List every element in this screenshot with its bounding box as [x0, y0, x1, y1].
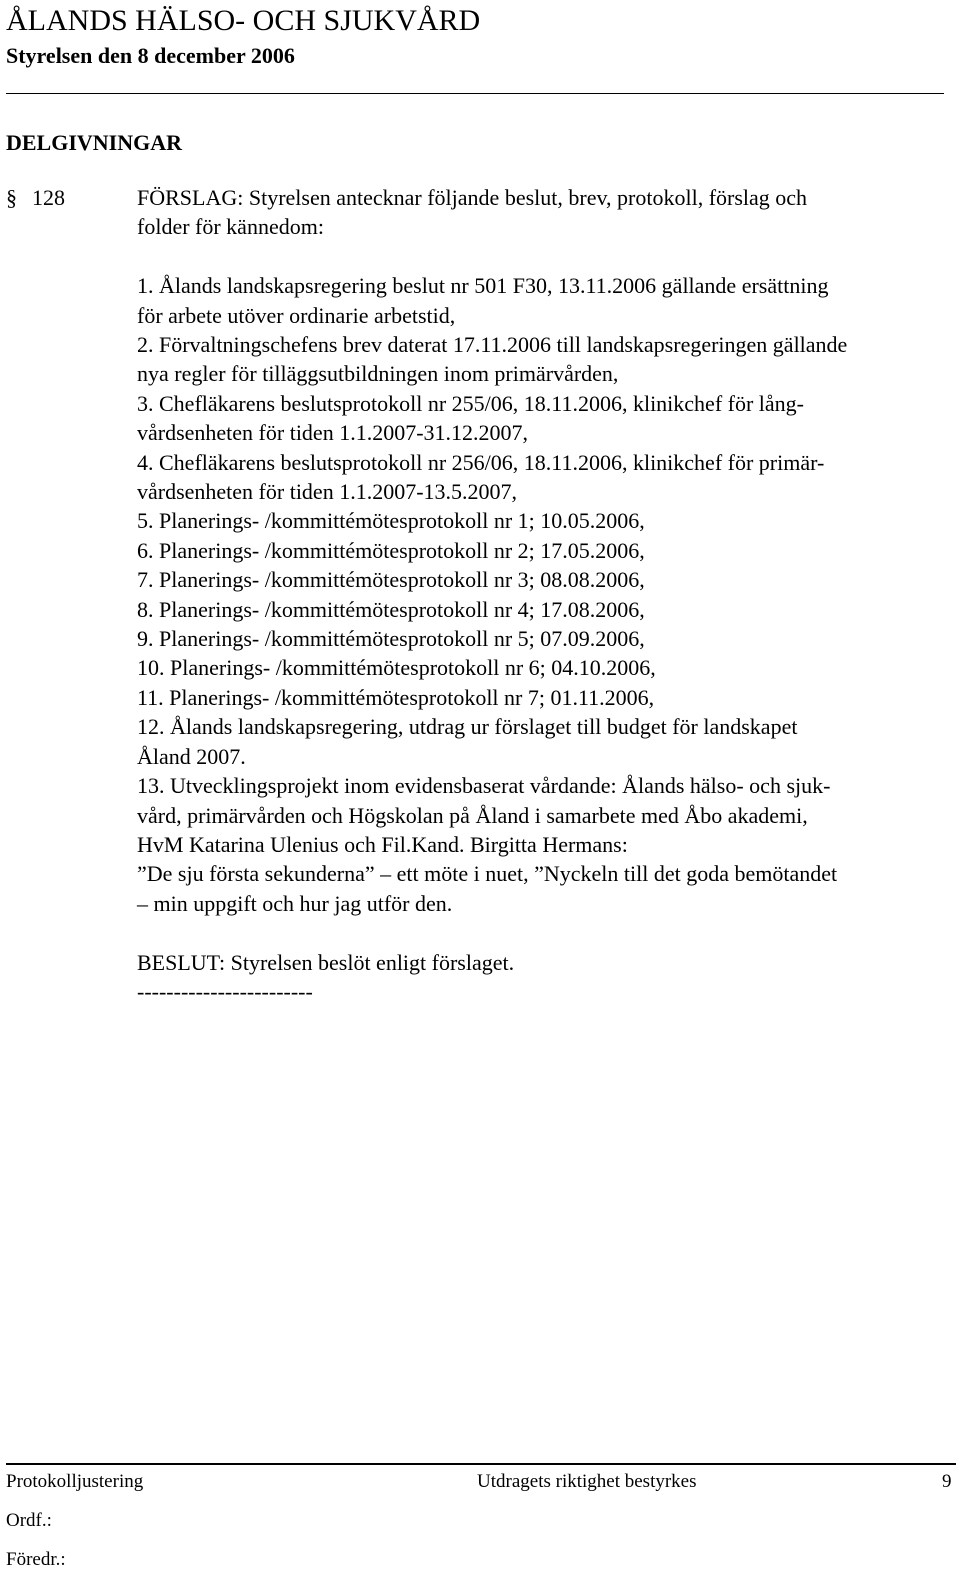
list-line: 7. Planerings- /kommittémötesprotokoll nr 3; 08.08.2006,	[137, 567, 645, 593]
list-line: 13. Utvecklingsprojekt inom evidensbaserat vårdande: Ålands hälso- och sjuk-	[137, 773, 831, 799]
footer-chair-label: Ordf.:	[6, 1510, 52, 1531]
list-line: 2. Förvaltningschefens brev daterat 17.11.2006 till landskapsregeringen gällande	[137, 332, 848, 358]
proposal-line: folder för kännedom:	[137, 214, 324, 240]
footer-certification: Utdragets riktighet bestyrkes	[477, 1471, 697, 1492]
section-title: DELGIVNINGAR	[6, 130, 183, 155]
list-line: 1. Ålands landskapsregering beslut nr 501 F30, 13.11.2006 gällande ersättning	[137, 273, 829, 299]
organization-title: ÅLANDS HÄLSO- OCH SJUKVÅRD	[6, 4, 481, 37]
paragraph-sign: §	[6, 185, 17, 210]
list-line: ”De sju första sekunderna” – ett möte i nuet, ”Nyckeln till det goda bemötandet	[137, 861, 838, 887]
list-line: 11. Planerings- /kommittémötesprotokoll nr 7; 01.11.2006,	[137, 684, 655, 710]
list-line: nya regler för tilläggsutbildningen inom primärvården,	[137, 361, 619, 387]
list-line: 12. Ålands landskapsregering, utdrag ur förslaget till budget för landskapet	[137, 714, 798, 740]
list-line: 4. Chefläkarens beslutsprotokoll nr 256/06, 18.11.2006, klinikchef för primär-	[137, 449, 825, 475]
proposal-line: FÖRSLAG: Styrelsen antecknar följande beslut, brev, protokoll, förslag och	[137, 185, 808, 210]
decision	[137, 948, 937, 1007]
decision-text: BESLUT: Styrelsen beslöt enligt förslaget.	[137, 949, 515, 975]
footer-minutes-check: Protokolljustering	[6, 1471, 144, 1492]
list-line: 9. Planerings- /kommittémötesprotokoll nr 5; 07.09.2006,	[137, 626, 645, 652]
page-number: 9	[942, 1471, 952, 1492]
meeting-date: Styrelsen den 8 december 2006	[6, 43, 295, 68]
list-line: – min uppgift och hur jag utför den.	[137, 890, 453, 916]
list-line: 10. Planerings- /kommittémötesprotokoll nr 6; 04.10.2006,	[137, 655, 656, 681]
list-line: vård, primärvården och Högskolan på Åland i samarbete med Åbo akademi,	[137, 802, 808, 828]
list-line: vårdsenheten för tiden 1.1.2007-13.5.2007,	[137, 479, 518, 505]
list-line: 3. Chefläkarens beslutsprotokoll nr 255/06, 18.11.2006, klinikchef för lång-	[137, 390, 805, 416]
footer-rule	[6, 1463, 956, 1465]
list-line: 8. Planerings- /kommittémötesprotokoll nr 4; 17.08.2006,	[137, 596, 645, 622]
proposal	[137, 183, 937, 242]
list-line: Åland 2007.	[137, 743, 246, 769]
list-line: 5. Planerings- /kommittémötesprotokoll nr 1; 10.05.2006,	[137, 508, 645, 534]
header-rule	[6, 93, 944, 94]
footer-presenter-label: Föredr.:	[6, 1549, 66, 1570]
item-body	[137, 183, 937, 1006]
notice-list	[137, 271, 937, 918]
list-line: HvM Katarina Ulenius och Fil.Kand. Birgitta Hermans:	[137, 831, 628, 857]
item-number: 128	[32, 185, 65, 210]
list-line: för arbete utöver ordinarie arbetstid,	[137, 302, 456, 328]
list-line: 6. Planerings- /kommittémötesprotokoll nr 2; 17.05.2006,	[137, 537, 645, 563]
list-line: vårdsenheten för tiden 1.1.2007-31.12.2007,	[137, 420, 529, 446]
decision-separator: ------------------------	[137, 978, 313, 1004]
